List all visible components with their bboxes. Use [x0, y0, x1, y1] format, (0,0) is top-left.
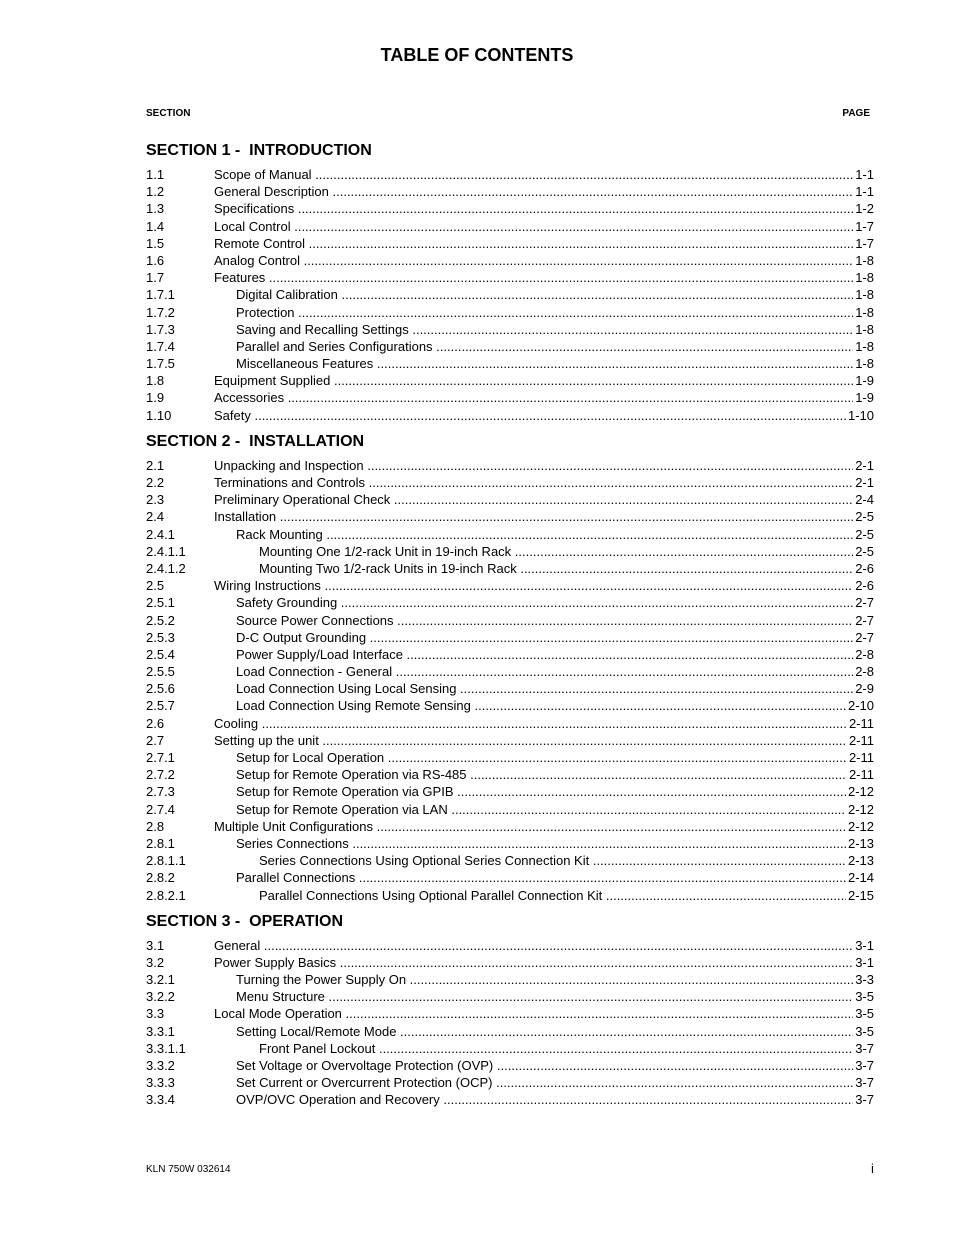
toc-entry-page: 2-7 — [855, 595, 874, 611]
page-title: TABLE OF CONTENTS — [380, 45, 574, 65]
toc-entry-page: 1-9 — [855, 390, 874, 406]
toc-entry-number: 2.8.1 — [146, 835, 175, 851]
toc-entry[interactable] — [146, 783, 874, 800]
toc-entry-page: 1-8 — [855, 252, 874, 268]
toc-entry-page: 2-15 — [847, 887, 874, 903]
toc-entry[interactable] — [146, 474, 874, 491]
toc-entry-page: 1-7 — [855, 218, 874, 234]
toc-entry-title: General Description ..... — [214, 183, 853, 200]
toc-entry[interactable] — [146, 971, 874, 988]
toc-entry-number: 1.1 — [146, 167, 165, 182]
toc-entry-page: 2-13 — [847, 835, 874, 851]
toc-entry-title: Parallel Connections ..... — [214, 869, 846, 886]
toc-entry-number: 2.5.3 — [146, 629, 175, 645]
toc-entry-number: 2.4.1.1 — [146, 543, 186, 559]
footer-document-id: KLN 750W 032614 — [146, 1164, 231, 1175]
toc-entry-page: 2-1 — [855, 457, 874, 473]
toc-entry-title: Analog Control ..... — [214, 252, 853, 269]
toc-entry-title: Remote Control ..... — [214, 235, 853, 252]
toc-entry[interactable] — [146, 543, 874, 560]
toc-entry[interactable] — [146, 166, 874, 183]
toc-entry-title: Scope of Manual ..... — [214, 166, 853, 183]
toc-entry[interactable] — [146, 1040, 874, 1057]
toc-entry[interactable] — [146, 1057, 874, 1074]
toc-entry-number: 3.2 — [146, 954, 165, 970]
toc-entry[interactable] — [146, 1023, 874, 1040]
toc-entry-page: 1-1 — [855, 167, 874, 182]
toc-entry-page: 2-4 — [855, 492, 874, 508]
toc-entry-number: 1.7.2 — [146, 304, 175, 320]
toc-entry-number: 3.1 — [146, 937, 165, 953]
toc-entry-number: 2.4.1 — [146, 526, 175, 542]
toc-entry-page: 3-5 — [855, 1006, 874, 1022]
toc-entry-number: 2.2 — [146, 475, 165, 490]
toc-entry-number: 2.8.1.1 — [146, 853, 186, 869]
toc-entry-title: Saving and Recalling Settings ..... — [214, 321, 853, 338]
toc-entry-page: 2-11 — [848, 750, 874, 765]
toc-entry-page: 1-8 — [855, 304, 874, 320]
toc-entry-page: 2-9 — [855, 681, 874, 697]
toc-entry[interactable] — [146, 252, 874, 269]
toc-entry-title: Set Current or Overcurrent Protection (OCP) ..... — [214, 1074, 853, 1091]
toc-entry[interactable] — [146, 801, 874, 818]
toc-entry[interactable] — [146, 869, 874, 886]
toc-entry-title: Mounting One 1/2-rack Unit in 19-inch Rack ..... — [214, 543, 853, 560]
toc-entry[interactable] — [146, 200, 874, 217]
toc-entry-title: Load Connection Using Remote Sensing ..... — [214, 697, 846, 714]
footer-page-number: i — [871, 1161, 874, 1176]
toc-entry[interactable] — [146, 1091, 874, 1108]
toc-entry-title: Setup for Remote Operation via RS-485 ..... — [214, 766, 847, 783]
toc-entry-title: Setup for Remote Operation via GPIB ..... — [214, 783, 846, 800]
toc-entry-title: Equipment Supplied ..... — [214, 372, 853, 389]
toc-entry-number: 1.7.4 — [146, 338, 175, 354]
toc-entry-title: Specifications ..... — [214, 200, 853, 217]
toc-entry-page: 3-5 — [855, 989, 874, 1005]
toc-entry-title: Preliminary Operational Check ..... — [214, 491, 853, 508]
toc-entry-page: 3-7 — [855, 1040, 874, 1056]
toc-entry-page: 3-1 — [855, 937, 874, 953]
toc-entry-title: Rack Mounting ..... — [214, 526, 853, 543]
toc-entry-number: 3.2.1 — [146, 972, 175, 988]
toc-entry[interactable] — [146, 355, 874, 372]
toc-entry[interactable] — [146, 218, 874, 235]
toc-entry-number: 2.5.6 — [146, 681, 175, 697]
toc-entry-title: Setup for Remote Operation via LAN ..... — [214, 801, 846, 818]
toc-entry[interactable] — [146, 389, 874, 406]
toc-entry-number: 1.7 — [146, 270, 165, 286]
toc-entry[interactable] — [146, 954, 874, 971]
toc-entry-title: Accessories ..... — [214, 389, 853, 406]
toc-entry[interactable] — [146, 457, 874, 474]
toc-entry-number: 1.7.3 — [146, 321, 175, 337]
toc-entry-number: 1.4 — [146, 218, 165, 234]
toc-entry-title: Safety ..... — [214, 407, 846, 424]
toc-entry[interactable] — [146, 304, 874, 321]
toc-entry-page: 3-7 — [855, 1075, 874, 1091]
toc-entry-page: 1-7 — [855, 235, 874, 251]
toc-entry-page: 2-6 — [855, 578, 874, 594]
toc-entry[interactable] — [146, 887, 874, 904]
toc-entry-page: 2-11 — [848, 767, 874, 783]
section-heading: SECTION 1 - INTRODUCTION — [146, 142, 372, 159]
toc-entry-number: 1.7.1 — [146, 287, 175, 303]
toc-entry-page: 2-12 — [847, 801, 874, 817]
toc-entry[interactable] — [146, 1005, 874, 1022]
toc-entry[interactable] — [146, 732, 874, 749]
toc-entry-title: Miscellaneous Features ..... — [214, 355, 853, 372]
toc-entry-number: 2.1 — [146, 457, 165, 473]
toc-entry[interactable] — [146, 372, 874, 389]
page-column-header: PAGE — [842, 108, 870, 119]
toc-entry-page: 1-2 — [855, 201, 874, 217]
toc-entry-number: 2.5.5 — [146, 664, 175, 680]
toc-entry-title: Power Supply Basics ..... — [214, 954, 853, 971]
toc-entry-number: 2.3 — [146, 492, 165, 508]
toc-entry-title: Setting Local/Remote Mode ..... — [214, 1023, 853, 1040]
toc-entry-title: Source Power Connections ..... — [214, 612, 853, 629]
toc-entry[interactable] — [146, 491, 874, 508]
toc-entry[interactable] — [146, 715, 874, 732]
toc-entry-number: 2.5.1 — [146, 595, 175, 611]
toc-entry-title: Unpacking and Inspection ..... — [214, 457, 853, 474]
toc-entry-number: 2.5.7 — [146, 698, 175, 714]
toc-entry-number: 1.2 — [146, 184, 165, 200]
toc-entry-number: 2.5.2 — [146, 612, 175, 628]
column-headers — [146, 108, 870, 119]
toc-entry-number: 2.7.4 — [146, 801, 175, 817]
toc-entry[interactable] — [146, 937, 874, 954]
toc-entry-title: Wiring Instructions ..... — [214, 577, 853, 594]
toc-entry[interactable] — [146, 269, 874, 286]
toc-entry[interactable] — [146, 321, 874, 338]
toc-entry-page: 2-7 — [855, 612, 874, 628]
toc-entry-number: 3.2.2 — [146, 989, 175, 1005]
toc-entry[interactable] — [146, 852, 874, 869]
toc-entry-title: Parallel Connections Using Optional Parallel Connection Kit ..... — [214, 887, 846, 904]
toc-entry-page: 2-5 — [855, 526, 874, 542]
toc-entry[interactable] — [146, 1074, 874, 1091]
toc-entry-title: D-C Output Grounding ..... — [214, 629, 853, 646]
toc-entry-number: 2.8.2.1 — [146, 887, 186, 903]
toc-entry[interactable] — [146, 766, 874, 783]
toc-entry-page: 2-8 — [855, 664, 874, 680]
toc-entry-page: 2-5 — [855, 509, 874, 525]
toc-entry-title: General ..... — [214, 937, 853, 954]
toc-entry-page: 2-11 — [848, 715, 874, 731]
toc-entry[interactable] — [146, 338, 874, 355]
toc-entry[interactable] — [146, 835, 874, 852]
toc-entry-page: 1-8 — [855, 338, 874, 354]
toc-entry-title: Installation ..... — [214, 508, 853, 525]
toc-entry-page: 2-12 — [847, 818, 874, 834]
toc-entry[interactable] — [146, 594, 874, 611]
toc-entry[interactable] — [146, 612, 874, 629]
toc-entry-title: Setting up the unit ..... — [214, 732, 847, 749]
toc-entry-title: OVP/OVC Operation and Recovery ..... — [214, 1091, 853, 1108]
toc-entry-page: 1-9 — [855, 373, 874, 389]
toc-entry-number: 1.10 — [146, 407, 172, 423]
toc-entry-number: 1.8 — [146, 373, 165, 389]
toc-entry-number: 2.7.2 — [146, 767, 175, 783]
toc-entry-title: Digital Calibration ..... — [214, 286, 853, 303]
toc-entry-page: 2-7 — [855, 629, 874, 645]
toc-entry-page: 3-3 — [855, 972, 874, 988]
toc-entry[interactable] — [146, 526, 874, 543]
toc-entry-number: 3.3.1 — [146, 1023, 175, 1039]
toc-entry-page: 2-10 — [847, 698, 874, 714]
toc-entry-title: Parallel and Series Configurations ..... — [214, 338, 853, 355]
toc-entry-number: 2.7.1 — [146, 750, 175, 765]
toc-entry-number: 1.9 — [146, 390, 165, 406]
section-spacer — [146, 424, 874, 432]
toc-entry[interactable] — [146, 407, 874, 424]
toc-entry-title: Turning the Power Supply On ..... — [214, 971, 853, 988]
toc-entry-title: Local Control ..... — [214, 218, 853, 235]
table-of-contents — [146, 141, 874, 1109]
toc-entry-title: Power Supply/Load Interface ..... — [214, 646, 853, 663]
toc-entry-title: Menu Structure ..... — [214, 988, 853, 1005]
toc-entry-page: 1-8 — [855, 356, 874, 372]
toc-entry-page: 1-10 — [847, 407, 874, 423]
toc-entry-page: 2-12 — [847, 784, 874, 800]
toc-entry[interactable] — [146, 749, 874, 766]
toc-entry[interactable] — [146, 286, 874, 303]
toc-entry-title: Protection ..... — [214, 304, 853, 321]
toc-entry-number: 2.8 — [146, 818, 165, 834]
toc-entry-number: 2.5 — [146, 578, 165, 594]
toc-entry-title: Set Voltage or Overvoltage Protection (OVP) ..... — [214, 1057, 853, 1074]
toc-entry-title: Front Panel Lockout ..... — [214, 1040, 853, 1057]
toc-entry-number: 3.3.3 — [146, 1075, 175, 1091]
toc-entry-title: Local Mode Operation ..... — [214, 1005, 853, 1022]
toc-entry[interactable] — [146, 508, 874, 525]
toc-entry-page: 1-1 — [855, 184, 874, 200]
toc-entry-number: 2.7.3 — [146, 784, 175, 800]
toc-entry-page: 2-1 — [855, 475, 874, 490]
toc-entry-title: Features ..... — [214, 269, 853, 286]
toc-entry-number: 1.7.5 — [146, 356, 175, 372]
section-heading: SECTION 3 - OPERATION — [146, 912, 344, 930]
toc-entry-page: 3-1 — [855, 954, 874, 970]
toc-entry[interactable] — [146, 697, 874, 714]
toc-entry-number: 2.7 — [146, 732, 165, 748]
toc-entry[interactable] — [146, 680, 874, 697]
toc-entry-page: 2-14 — [847, 870, 874, 886]
toc-entry[interactable] — [146, 560, 874, 577]
toc-entry-title: Mounting Two 1/2-rack Units in 19-inch Rack ..... — [214, 560, 853, 577]
toc-entry-number: 2.4.1.2 — [146, 560, 186, 576]
toc-entry[interactable] — [146, 577, 874, 594]
toc-entry-title: Terminations and Controls ..... — [214, 474, 853, 491]
toc-entry-number: 2.8.2 — [146, 870, 175, 886]
toc-entry[interactable] — [146, 988, 874, 1005]
toc-entry-number: 3.3 — [146, 1006, 165, 1022]
toc-entry-page: 1-8 — [855, 287, 874, 303]
toc-entry[interactable] — [146, 818, 874, 835]
toc-entry-number: 2.5.4 — [146, 646, 175, 662]
toc-entry-number: 3.3.4 — [146, 1092, 175, 1108]
toc-entry[interactable] — [146, 629, 874, 646]
toc-entry-title: Series Connections ..... — [214, 835, 846, 852]
toc-entry-page: 3-7 — [855, 1092, 874, 1108]
toc-entry[interactable] — [146, 235, 874, 252]
toc-entry-number: 1.6 — [146, 252, 165, 268]
section-spacer — [146, 904, 874, 912]
toc-entry-page: 2-13 — [847, 853, 874, 869]
toc-entry-page: 3-7 — [855, 1058, 874, 1073]
section-column-header: SECTION — [146, 108, 191, 119]
toc-entry-number: 1.3 — [146, 201, 165, 217]
toc-entry-page: 3-5 — [855, 1023, 874, 1039]
toc-entry-page: 2-11 — [848, 732, 874, 748]
toc-entry-page: 2-5 — [855, 543, 874, 559]
toc-entry-number: 1.5 — [146, 235, 165, 251]
toc-entry-title: Series Connections Using Optional Series Connection Kit ..... — [214, 852, 846, 869]
toc-entry-title: Setup for Local Operation ..... — [214, 749, 847, 766]
toc-entry[interactable] — [146, 646, 874, 663]
toc-entry-title: Cooling ..... — [214, 715, 847, 732]
toc-entry-title: Load Connection Using Local Sensing ..... — [214, 680, 853, 697]
toc-entry[interactable] — [146, 663, 874, 680]
toc-entry-title: Safety Grounding ..... — [214, 594, 853, 611]
toc-entry-title: Multiple Unit Configurations ..... — [214, 818, 846, 835]
toc-entry-number: 2.6 — [146, 715, 165, 731]
toc-entry-page: 2-6 — [855, 560, 874, 576]
toc-entry-page: 1-8 — [855, 270, 874, 286]
section-heading: SECTION 2 - INSTALLATION — [146, 432, 365, 450]
toc-entry-number: 2.4 — [146, 509, 165, 525]
toc-entry-number: 3.3.2 — [146, 1058, 175, 1073]
toc-entry-number: 3.3.1.1 — [146, 1040, 186, 1056]
toc-entry-title: Load Connection - General ..... — [214, 663, 853, 680]
toc-entry-page: 1-8 — [855, 321, 874, 337]
toc-entry[interactable] — [146, 183, 874, 200]
toc-entry-page: 2-8 — [855, 646, 874, 662]
